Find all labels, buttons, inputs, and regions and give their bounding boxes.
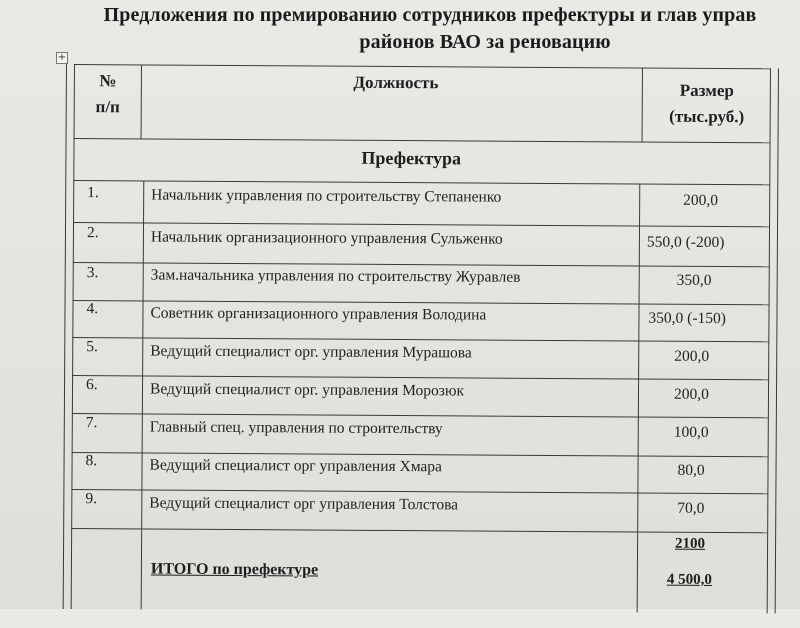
row-amount: 80,0 <box>677 461 705 479</box>
row-line-1 <box>73 222 770 227</box>
header-number-line2: п/п <box>95 97 120 117</box>
row-amount: 200,0 <box>674 347 710 365</box>
row-position: Ведущий специалист орг. управления Морозюк <box>149 380 465 400</box>
row-number: 4. <box>86 300 99 318</box>
row-number: 8. <box>85 452 98 470</box>
row-number: 3. <box>86 264 99 282</box>
title-line-1: Предложения по премированию сотрудников префектуры и глав управ <box>103 4 757 26</box>
col-divider-amount <box>637 184 641 613</box>
row-amount: 550,0 (-200) <box>646 233 725 252</box>
header-number <box>78 68 138 120</box>
row-number: 7. <box>85 414 98 432</box>
row-line-4 <box>72 337 769 342</box>
col-divider-num-header <box>141 64 142 138</box>
document-title <box>70 2 790 56</box>
row-number: 6. <box>85 376 98 394</box>
row-position: Начальник управления по строительству Степаненко <box>151 186 502 206</box>
table-move-handle-icon[interactable]: + <box>57 52 67 63</box>
row-amount: 350,0 <box>676 271 712 289</box>
row-number: 2. <box>86 224 99 242</box>
row-number: 5. <box>86 338 98 356</box>
row-amount: 350,0 (-150) <box>648 309 727 328</box>
row-position: Начальник организационного управления Сульженко <box>150 228 503 248</box>
section-bottom-line <box>73 180 770 185</box>
title-line-2: районов ВАО за реновацию <box>359 31 611 53</box>
table-border-top <box>74 64 771 69</box>
total-value-top: 2100 <box>675 535 706 552</box>
header-bottom-line <box>74 138 771 143</box>
row-line-9 <box>71 528 768 533</box>
row-position: Ведущий специалист орг. управления Мурашова <box>150 342 472 362</box>
row-position: Ведущий специалист орг управления Толстова <box>149 494 459 514</box>
row-position: Ведущий специалист орг управления Хмара <box>149 456 443 476</box>
header-position: Должность <box>353 72 439 93</box>
row-position: Главный спец. управления по строительству <box>149 418 443 438</box>
section-prefecture: Префектура <box>361 147 462 169</box>
row-amount: 200,0 <box>683 191 719 209</box>
table-border-left <box>63 64 67 609</box>
row-number: 1. <box>87 184 99 202</box>
row-amount: 70,0 <box>677 499 705 517</box>
total-label: ИТОГО по префектуре <box>150 560 319 579</box>
row-line-8 <box>71 489 768 494</box>
row-amount: 200,0 <box>673 385 709 403</box>
header-amount-line1: Размер <box>679 80 734 101</box>
row-line-6 <box>72 413 769 418</box>
row-position: Зам.начальника управления по строительству Журавлев <box>150 266 521 286</box>
row-line-5 <box>72 375 769 380</box>
row-number: 9. <box>85 490 98 508</box>
header-amount <box>646 78 768 131</box>
row-amount: 100,0 <box>673 423 709 441</box>
col-divider-num <box>141 180 145 609</box>
total-value-bottom: 4 500,0 <box>666 571 712 588</box>
bonus-table <box>63 64 778 628</box>
table-border-outer-right <box>775 68 779 613</box>
header-number-line1: № <box>99 71 117 91</box>
row-position: Советник организационного управления Володина <box>150 304 487 324</box>
col-divider-amount-header <box>642 68 643 142</box>
header-amount-line2: (тыс.руб.) <box>669 106 745 127</box>
